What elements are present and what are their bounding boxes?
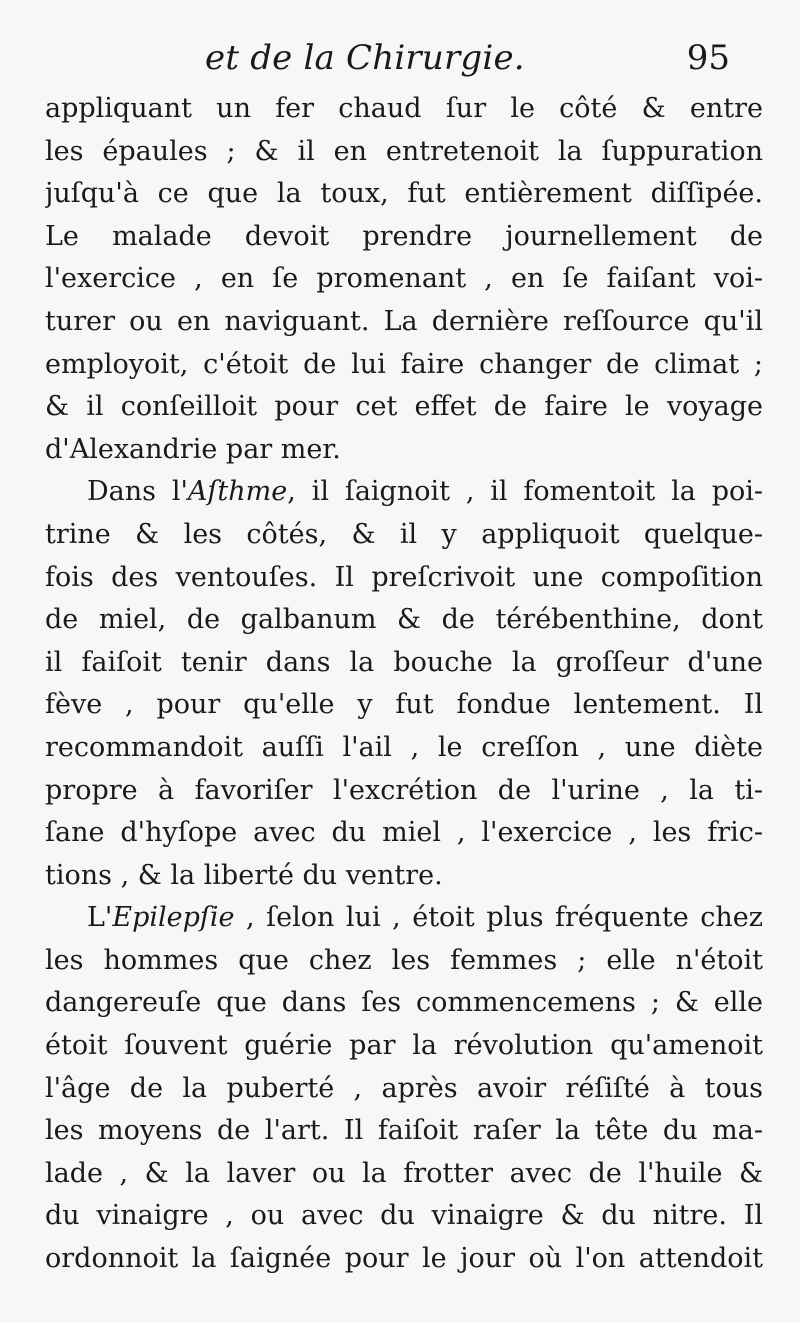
text-line: tions , & la liberté du ventre.: [45, 859, 443, 891]
text-line: trine & les côtés, & il y appliquoit quelque-: [45, 518, 763, 550]
text-line: l'exercice , en ſe promenant , en ſe faiſant voi-: [45, 263, 763, 295]
text-line: ſane d'hyſope avec du miel , l'exercice , les fric-: [45, 817, 763, 849]
text-line: ordonnoit la ſaignée pour le jour où l'on attendoit: [45, 1243, 763, 1275]
page-number: 95: [686, 38, 730, 78]
text-line: & il conſeilloit pour cet effet de faire le voyage: [45, 391, 763, 423]
paragraph-start-epilepsie: [45, 897, 763, 940]
italic-term-epilepsie: Epilepſie: [112, 902, 235, 934]
text-line: de miel, de galbanum & de térébenthine, dont: [45, 604, 763, 636]
text-run: L': [87, 902, 113, 934]
text-line: employoit, c'étoit de lui faire changer de climat ;: [45, 348, 763, 380]
text-line: dangereuſe que dans ſes commencemens ; & elle: [45, 987, 763, 1019]
text-line: Le malade devoit prendre journellement de: [45, 220, 763, 252]
text-line: il faiſoit tenir dans la bouche la groſſeur d'une: [45, 646, 763, 678]
text-line: les épaules ; & il en entretenoit la ſuppuration: [45, 135, 763, 167]
text-line: l'âge de la puberté , après avoir réſiſté à tous: [45, 1072, 763, 1104]
running-title: et de la Chirurgie.: [205, 38, 525, 78]
text-run: , il ſaignoit , il fomentoit la poi-: [287, 476, 763, 508]
text-line: les hommes que chez les femmes ; elle n'étoit: [45, 944, 763, 976]
text-line: turer ou en naviguant. La dernière reſſource qu'il: [45, 305, 763, 337]
body-text: [45, 88, 763, 1281]
paragraph-start-asthme: [45, 471, 763, 514]
text-line: d'Alexandrie par mer.: [45, 433, 341, 465]
text-line: étoit ſouvent guérie par la révolution qu'amenoit: [45, 1030, 763, 1062]
text-line: du vinaigre , ou avec du vinaigre & du nitre. Il: [45, 1200, 763, 1232]
text-line: fois des ventouſes. Il preſcrivoit une compoſition: [45, 561, 763, 593]
text-line: les moyens de l'art. Il faiſoit raſer la tête du ma-: [45, 1115, 763, 1147]
text-line: propre à favoriſer l'excrétion de l'urine , la ti-: [45, 774, 763, 806]
text-run: , ſelon lui , étoit plus fréquente chez: [234, 902, 763, 934]
text-line: juſqu'à ce que la toux, fut entièrement diſſipée.: [45, 178, 763, 210]
italic-term-asthme: Aſthme: [187, 476, 288, 508]
text-line: fève , pour qu'elle y fut fondue lentement. Il: [45, 689, 763, 721]
text-line: appliquant un fer chaud ſur le côté & entre: [45, 93, 763, 124]
text-line: lade , & la laver ou la frotter avec de l'huile &: [45, 1157, 763, 1189]
text-run: Dans l': [87, 476, 188, 508]
page-header: [0, 38, 800, 88]
text-line: recommandoit auſſi l'ail , le creſſon , une diète: [45, 731, 763, 763]
